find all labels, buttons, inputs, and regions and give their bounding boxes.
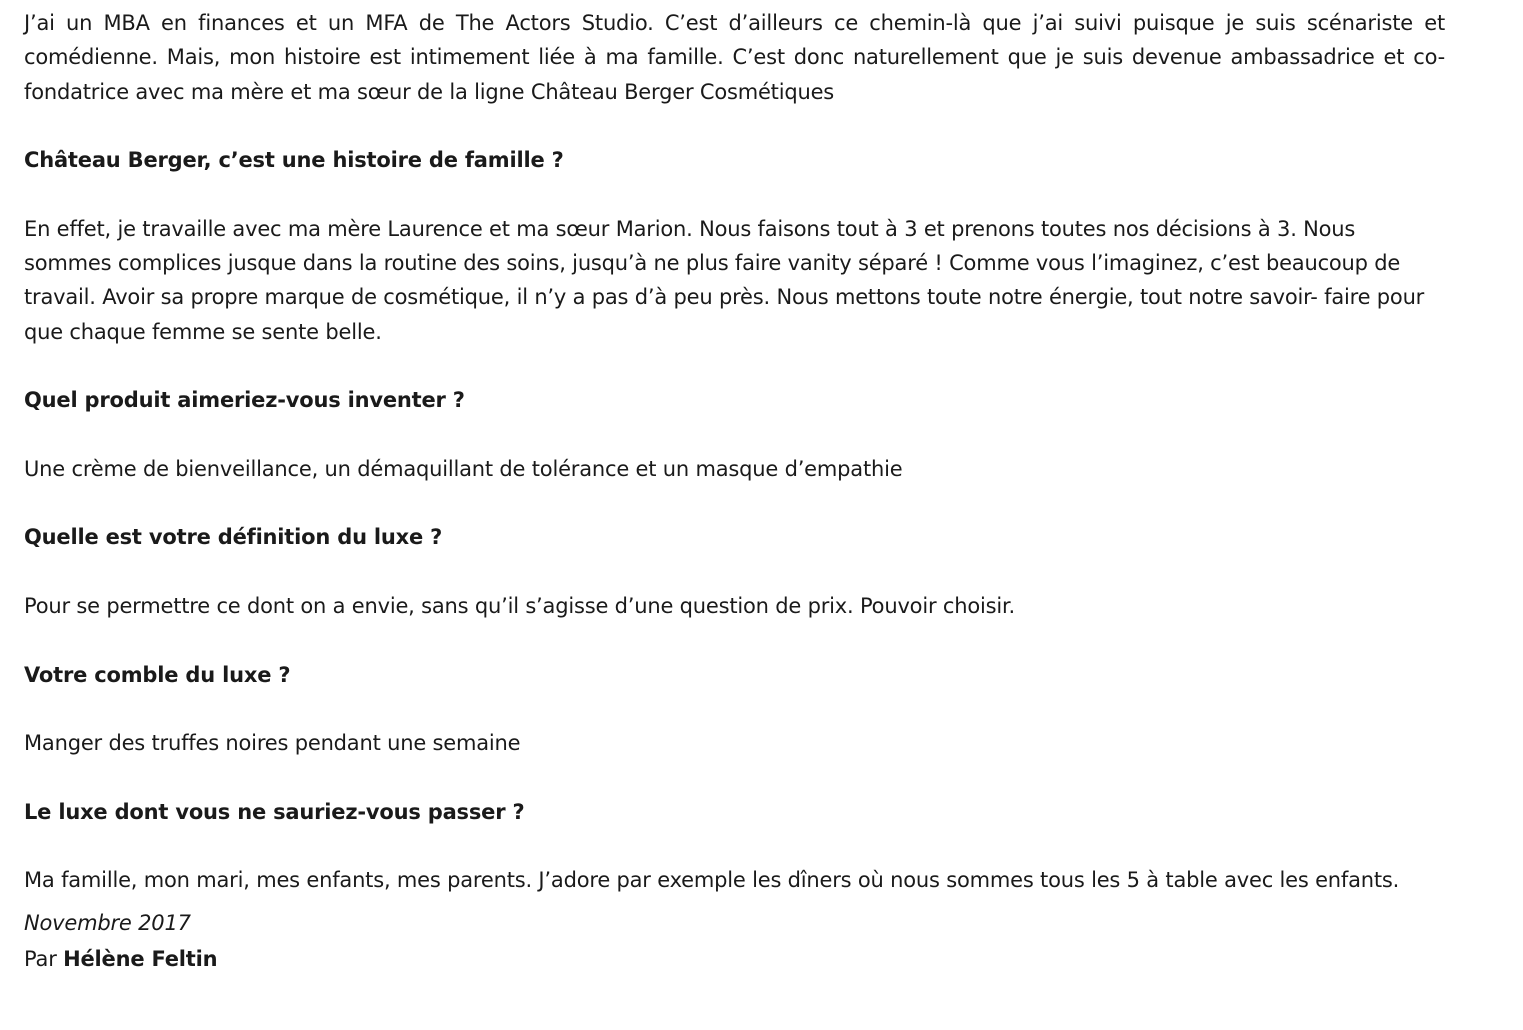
question-heading: Quelle est votre définition du luxe ?	[24, 525, 443, 550]
byline-prefix: Par	[24, 946, 64, 971]
answer-paragraph: Manger des truffes noires pendant une semaine	[24, 731, 521, 756]
question-heading: Quel produit aimeriez-vous inventer ?	[24, 388, 465, 413]
spacer	[24, 555, 1445, 589]
author-name: Hélène Feltin	[63, 946, 218, 971]
byline	[24, 942, 1445, 976]
spacer	[24, 761, 1445, 795]
spacer	[24, 829, 1445, 863]
question-heading: Le luxe dont vous ne sauriez-vous passer ?	[24, 799, 525, 824]
spacer	[24, 623, 1445, 657]
spacer	[24, 177, 1445, 211]
intro-paragraph: J’ai un MBA en finances et un MFA de The Actors Studio. C’est d’ailleurs ce chemin-là que j’ai suivi puisque je suis scénariste et comédienne. Mais, mon histoire est intimement liée à ma famille. C’est donc naturellement que je suis devenue ambassadrice et co-fondatrice avec ma mère et ma sœur de la ligne Château Berger Cosmétiques	[24, 11, 1445, 104]
answer-paragraph: Pour se permettre ce dont on a envie, sans qu’il s’agisse d’une question de prix. Pouvoir choisir.	[24, 594, 1015, 619]
answer-paragraph: En effet, je travaille avec ma mère Laurence et ma sœur Marion. Nous faisons tout à 3 et prenons toutes nos décisions à 3. Nous sommes complices jusque dans la routine des soins, jusqu’à ne plus faire vanity séparé ! Comme vous l’imaginez, c’est beaucoup de travail. Avoir sa propre marque de cosmétique, il n’y a pas d’à peu près. Nous mettons toute notre énergie, tout notre savoir- faire pour que chaque femme se sente belle.	[24, 216, 1425, 344]
answer-paragraph: Ma famille, mon mari, mes enfants, mes parents. J’adore par exemple les dîners où nous sommes tous les 5 à table avec les enfants.	[24, 868, 1400, 893]
answer-paragraph: Une crème de bienveillance, un démaquillant de tolérance et un masque d’empathie	[24, 456, 903, 481]
spacer	[24, 692, 1445, 726]
question-heading: Votre comble du luxe ?	[24, 662, 291, 687]
publication-date: Novembre 2017	[24, 910, 191, 935]
spacer	[24, 418, 1445, 452]
spacer	[24, 486, 1445, 520]
spacer	[24, 109, 1445, 143]
question-heading: Château Berger, c’est une histoire de famille ?	[24, 148, 564, 173]
interview-article	[24, 6, 1445, 976]
spacer	[24, 349, 1445, 383]
